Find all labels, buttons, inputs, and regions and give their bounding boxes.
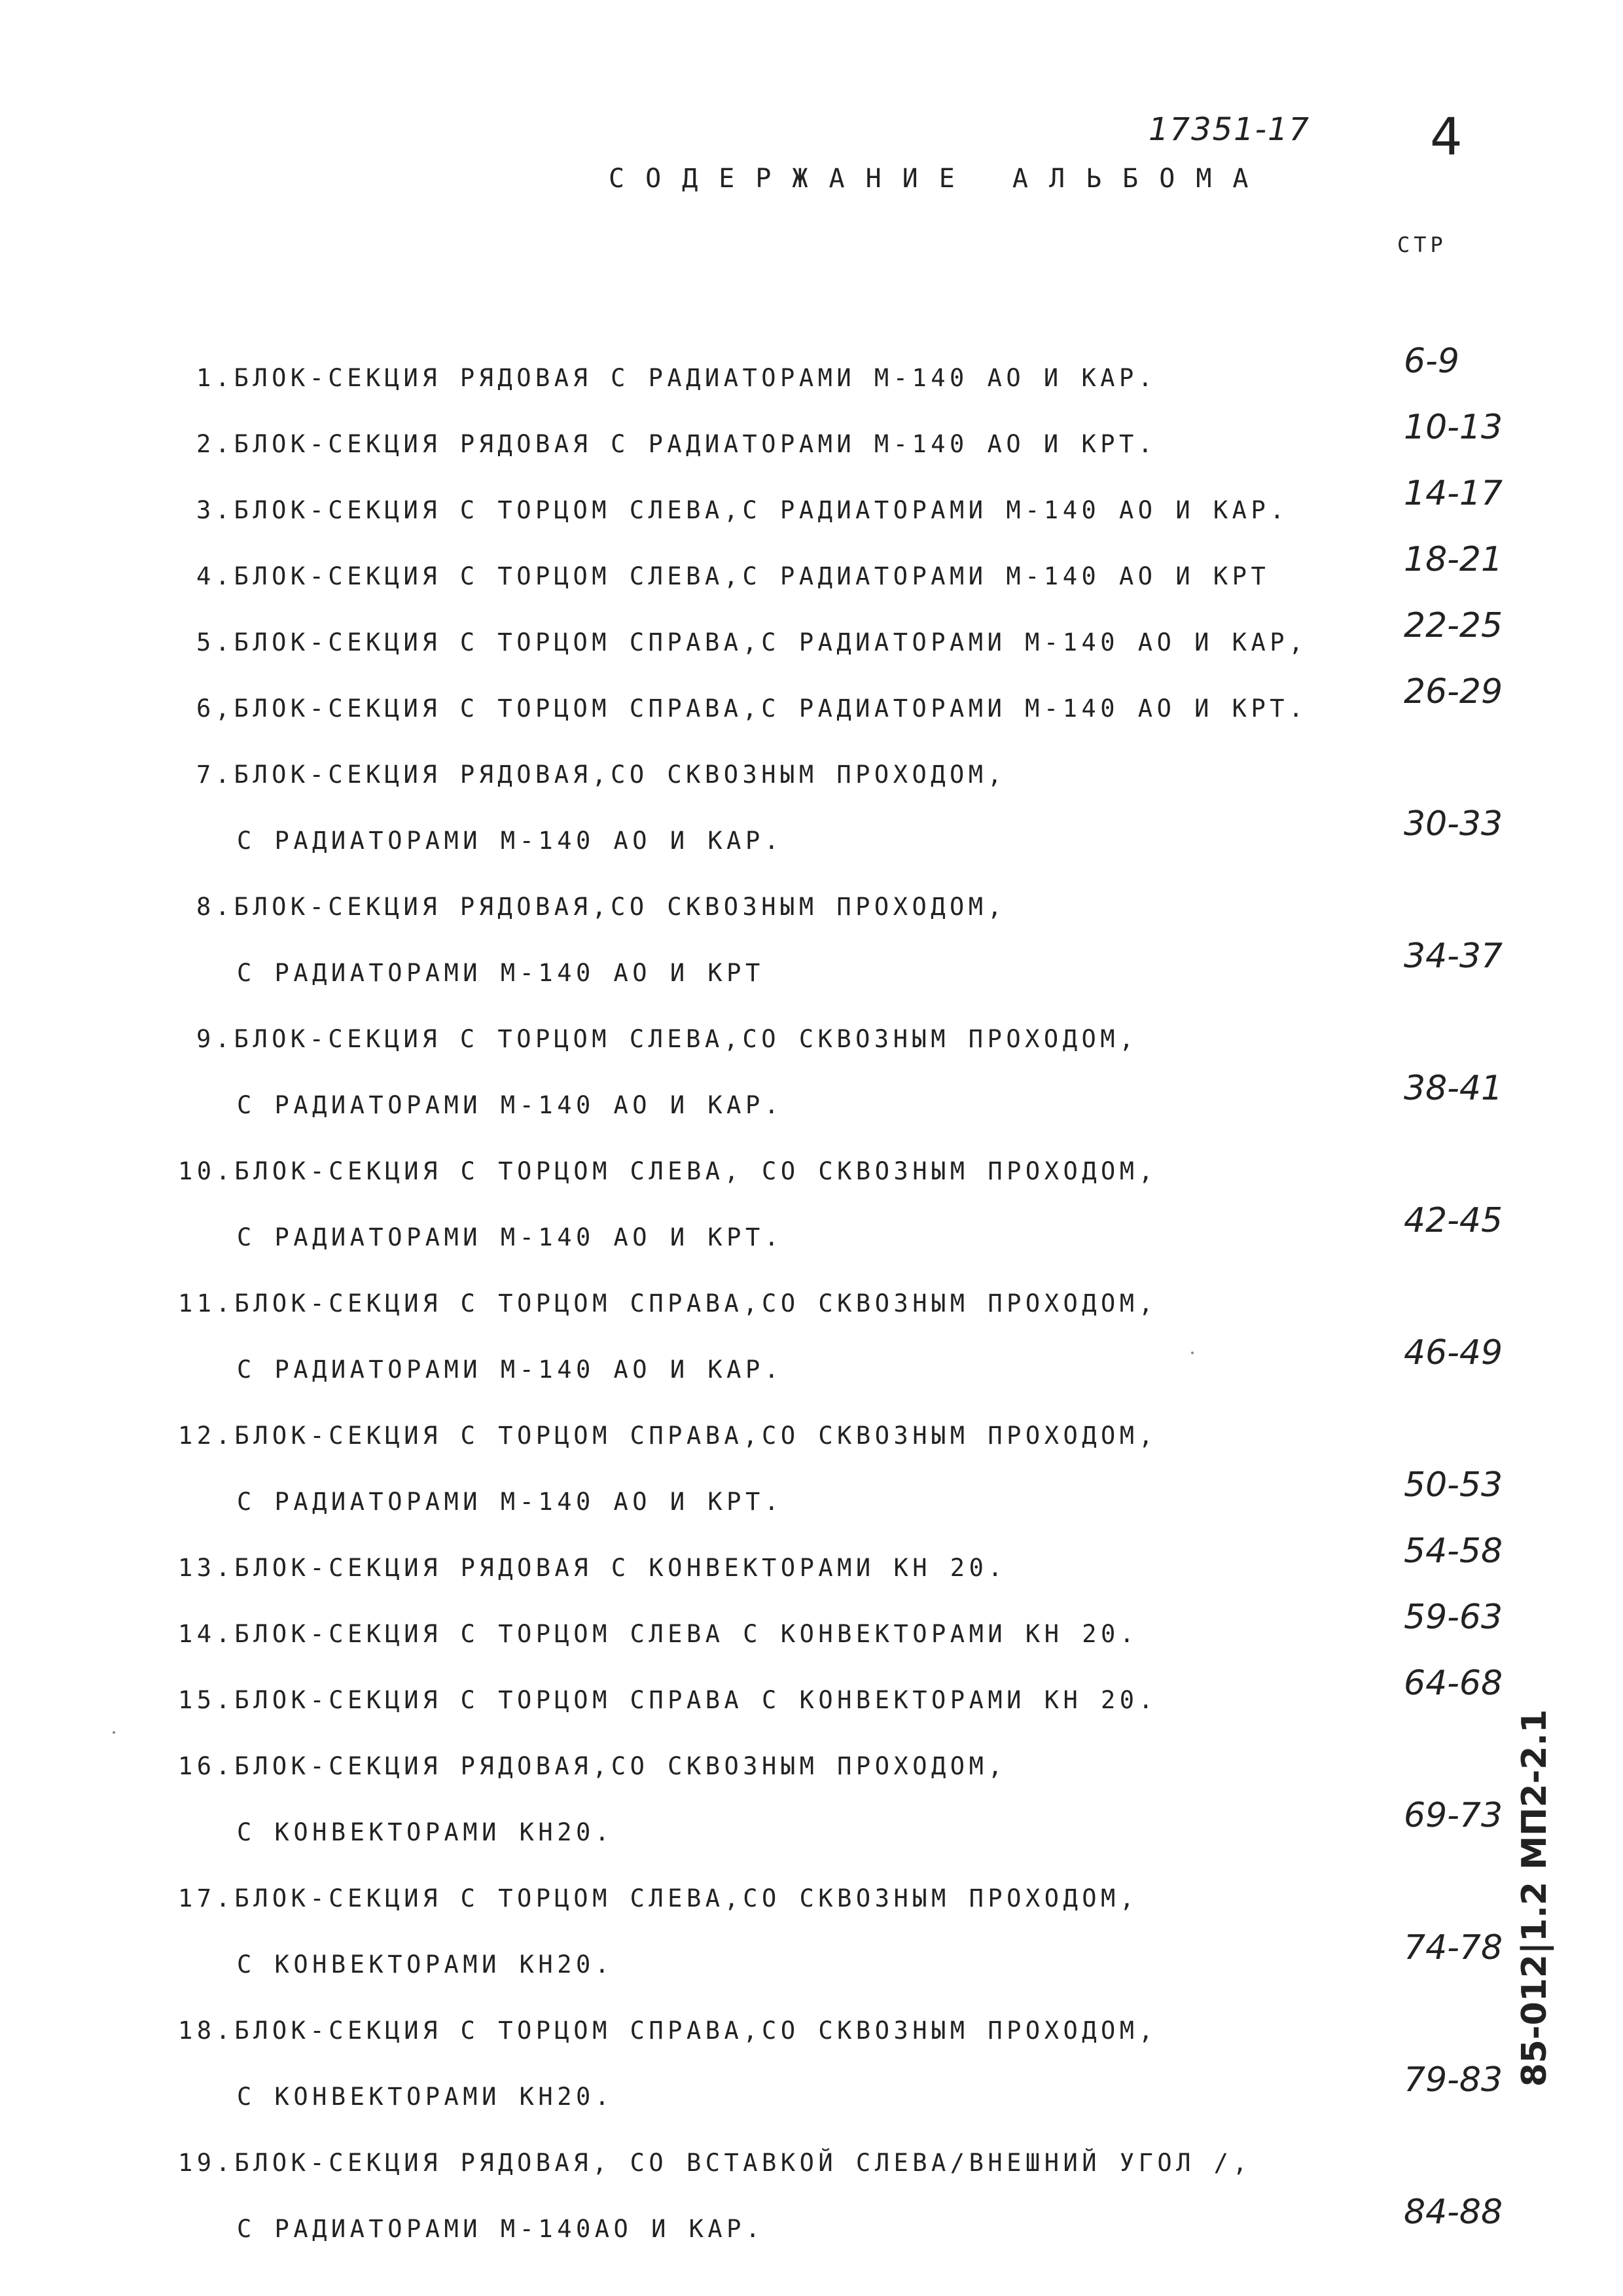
toc-entry-line: [0, 1664, 1623, 1746]
registration-stamp: [1499, 1709, 1571, 2087]
toc-entry-line: [0, 342, 1623, 424]
toc-entry-title: 2.БЛОК-СЕКЦИЯ РЯДОВАЯ С РАДИАТОРАМИ М-140 АО И КРТ.: [196, 430, 1157, 458]
toc-page-range: 59-63: [1404, 1598, 1503, 1637]
pages-column-label: СТР: [1397, 232, 1447, 257]
toc-entry-title: 7.БЛОК-СЕКЦИЯ РЯДОВАЯ,СО СКВОЗНЫМ ПРОХОДОМ,: [196, 761, 1007, 789]
toc-entry-title: 1.БЛОК-СЕКЦИЯ РЯДОВАЯ С РАДИАТОРАМИ М-140 АО И КАР.: [196, 364, 1157, 392]
toc-page-range: 22-25: [1404, 606, 1503, 645]
toc-page-range: 46-49: [1404, 1333, 1503, 1372]
stamp-text: 85-012|1.2 МП2-2.1: [1515, 1709, 1554, 2087]
toc-entry-continuation: С РАДИАТОРАМИ М-140 АО И КАР.: [237, 827, 783, 855]
toc-entry-title: 12.БЛОК-СЕКЦИЯ С ТОРЦОМ СПРАВА,СО СКВОЗНЫМ ПРОХОДОМ,: [178, 1422, 1158, 1450]
toc-entry-continuation: С КОНВЕКТОРАМИ КН20.: [237, 1950, 614, 1979]
toc-entry-line: [0, 2060, 1623, 2143]
toc-entry-continuation: С РАДИАТОРАМИ М-140 АО И КАР.: [237, 1355, 783, 1384]
toc-entry-line: [0, 1465, 1623, 1548]
toc-entry-line: [0, 2144, 1623, 2209]
toc-entry-title: 13.БЛОК-СЕКЦИЯ РЯДОВАЯ С КОНВЕКТОРАМИ КН 20.: [178, 1554, 1007, 1582]
toc-page-range: 26-29: [1404, 672, 1503, 711]
toc-entry-title: 16.БЛОК-СЕКЦИЯ РЯДОВАЯ,СО СКВОЗНЫМ ПРОХОДОМ,: [178, 1752, 1007, 1780]
toc-entry-line: [0, 2193, 1623, 2275]
toc-page-range: 74-78: [1404, 1928, 1503, 1967]
toc-page-range: 38-41: [1404, 1069, 1503, 1108]
toc-entry-title: 10.БЛОК-СЕКЦИЯ С ТОРЦОМ СЛЕВА, СО СКВОЗНЫМ ПРОХОДОМ,: [178, 1157, 1158, 1185]
toc-page-range: 79-83: [1404, 2060, 1503, 2100]
toc-entry-line: [0, 606, 1623, 689]
toc-page-range: 14-17: [1404, 474, 1503, 513]
toc-page-range: 30-33: [1404, 804, 1503, 844]
toc-page-range: 34-37: [1404, 937, 1503, 976]
toc-entry-continuation: С РАДИАТОРАМИ М-140 АО И КАР.: [237, 1091, 783, 1119]
toc-entry-title: 11.БЛОК-СЕКЦИЯ С ТОРЦОМ СПРАВА,СО СКВОЗНЫМ ПРОХОДОМ,: [178, 1289, 1158, 1318]
toc-entry-title: 14.БЛОК-СЕКЦИЯ С ТОРЦОМ СЛЕВА С КОНВЕКТОРАМИ КН 20.: [178, 1620, 1139, 1648]
toc-entry-line: [0, 672, 1623, 755]
toc-page-range: 18-21: [1404, 540, 1503, 579]
toc-entry-line: [0, 1598, 1623, 1680]
toc-entry-line: [0, 2011, 1623, 2077]
toc-entry-line: [0, 1532, 1623, 1614]
toc-entry-continuation: С КОНВЕКТОРАМИ КН20.: [237, 1818, 614, 1846]
toc-entry-title: 18.БЛОК-СЕКЦИЯ С ТОРЦОМ СПРАВА,СО СКВОЗНЫМ ПРОХОДОМ,: [178, 2017, 1158, 2045]
toc-entry-line: [0, 1069, 1623, 1151]
page-number: 4: [1430, 108, 1463, 167]
toc-entry-continuation: С РАДИАТОРАМИ М-140 АО И КРТ.: [237, 1223, 783, 1251]
toc-entry-line: [0, 1747, 1623, 1812]
toc-entry-line: [0, 1928, 1623, 2011]
scan-speck: [113, 1731, 115, 1734]
toc-page-range: 69-73: [1404, 1796, 1503, 1835]
toc-entry-title: 15.БЛОК-СЕКЦИЯ С ТОРЦОМ СПРАВА С КОНВЕКТОРАМИ КН 20.: [178, 1686, 1158, 1714]
toc-entry-line: [0, 937, 1623, 1019]
toc-entry-line: [0, 888, 1623, 953]
toc-page-range: 6-9: [1404, 342, 1459, 381]
toc-page-range: 64-68: [1404, 1664, 1503, 1703]
toc-entry-title: 6,БЛОК-СЕКЦИЯ С ТОРЦОМ СПРАВА,С РАДИАТОРАМИ М-140 АО И КРТ.: [196, 694, 1308, 723]
toc-page-range: 10-13: [1404, 408, 1503, 447]
toc-entry-line: [0, 474, 1623, 556]
toc-entry-line: [0, 755, 1623, 821]
toc-entry-continuation: С РАДИАТОРАМИ М-140 АО И КРТ.: [237, 1488, 783, 1516]
toc-entry-line: [0, 1284, 1623, 1350]
toc-entry-title: 19.БЛОК-СЕКЦИЯ РЯДОВАЯ, СО ВСТАВКОЙ СЛЕВА/ВНЕШНИЙ УГОЛ /,: [178, 2149, 1252, 2177]
scan-speck: [1191, 1352, 1194, 1354]
toc-entry-line: [0, 1152, 1623, 1217]
toc-entry-title: 17.БЛОК-СЕКЦИЯ С ТОРЦОМ СЛЕВА,СО СКВОЗНЫМ ПРОХОДОМ,: [178, 1884, 1139, 1912]
document-code: 17351-17: [1149, 111, 1311, 148]
toc-entry-line: [0, 1020, 1623, 1085]
toc-entry-title: 9.БЛОК-СЕКЦИЯ С ТОРЦОМ СЛЕВА,СО СКВОЗНЫМ ПРОХОДОМ,: [196, 1025, 1138, 1053]
toc-entry-title: 8.БЛОК-СЕКЦИЯ РЯДОВАЯ,СО СКВОЗНЫМ ПРОХОДОМ,: [196, 893, 1007, 921]
toc-entry-line: [0, 804, 1623, 887]
toc-entry-line: [0, 540, 1623, 622]
toc-entry-title: 3.БЛОК-СЕКЦИЯ С ТОРЦОМ СЛЕВА,С РАДИАТОРАМИ М-140 АО И КАР.: [196, 496, 1289, 524]
toc-page-range: 54-58: [1404, 1532, 1503, 1571]
toc-entry-line: [0, 1201, 1623, 1283]
toc-entry-continuation: С РАДИАТОРАМИ М-140 АО И КРТ: [237, 959, 764, 987]
toc-entry-title: 5.БЛОК-СЕКЦИЯ С ТОРЦОМ СПРАВА,С РАДИАТОРАМИ М-140 АО И КАР,: [196, 628, 1308, 656]
toc-page-range: 84-88: [1404, 2193, 1503, 2232]
toc-page-range: 42-45: [1404, 1201, 1503, 1240]
toc-entry-continuation: С РАДИАТОРАМИ М-140АО И КАР.: [237, 2215, 764, 2243]
toc-entry-line: [0, 1416, 1623, 1482]
toc-entry-line: [0, 1879, 1623, 1945]
toc-entry-title: 4.БЛОК-СЕКЦИЯ С ТОРЦОМ СЛЕВА,С РАДИАТОРАМИ М-140 АО И КРТ: [196, 562, 1270, 590]
toc-entry-continuation: С КОНВЕКТОРАМИ КН20.: [237, 2083, 614, 2111]
page-title: СОДЕРЖАНИЕ АЛЬБОМА: [609, 164, 1270, 194]
toc-entry-line: [0, 1796, 1623, 1878]
toc-page-range: 50-53: [1404, 1465, 1503, 1505]
toc-entry-line: [0, 1333, 1623, 1416]
toc-entry-line: [0, 408, 1623, 490]
